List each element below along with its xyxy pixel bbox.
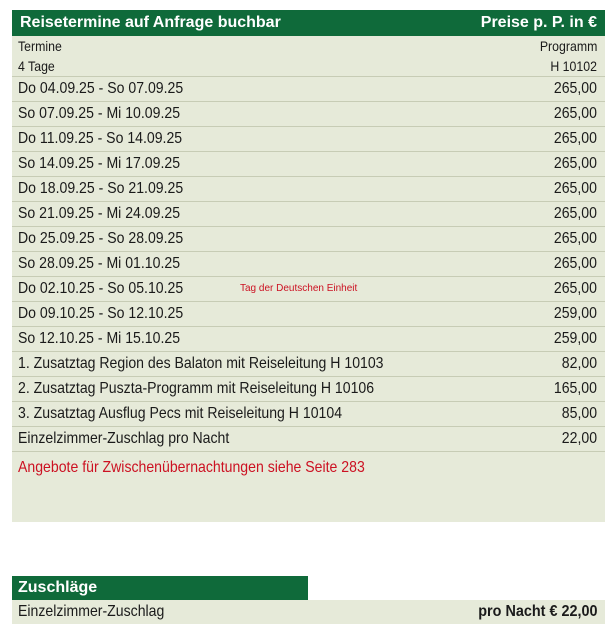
extra-row [12, 427, 605, 452]
extra-row [12, 402, 605, 427]
date-row [12, 152, 605, 177]
duration-row [12, 56, 605, 77]
extra-row [12, 377, 605, 402]
date-row [12, 77, 605, 102]
surcharge-label: Einzelzimmer-Zuschlag [18, 603, 165, 620]
date-row [12, 127, 605, 152]
date-row-price: 259,00 [553, 330, 597, 347]
date-row-label: Do 18.09.25 - So 21.09.25 [18, 180, 184, 197]
extra-row-price: 165,00 [553, 380, 597, 397]
offer-note-text: Angebote für Zwischenübernachtungen siehe Seite 283 [18, 459, 365, 476]
price-note: Preise p. P. in € [480, 14, 597, 31]
extra-row-label: 3. Zusatztag Ausflug Pecs mit Reiseleitung H 10104 [18, 405, 343, 422]
date-row-price: 265,00 [553, 205, 597, 222]
date-row-price: 259,00 [553, 305, 597, 322]
date-row-label: Do 02.10.25 - So 05.10.25 [18, 280, 184, 297]
date-row [12, 227, 605, 252]
date-row [12, 327, 605, 352]
date-row-price: 265,00 [553, 130, 597, 147]
travel-dates-table [12, 10, 605, 522]
date-rows [12, 77, 605, 352]
column-programm: Programm [539, 38, 597, 54]
date-row-label: So 12.10.25 - Mi 15.10.25 [18, 330, 181, 347]
offer-note [12, 452, 605, 484]
date-row-price: 265,00 [553, 230, 597, 247]
date-row-label: So 07.09.25 - Mi 10.09.25 [18, 105, 181, 122]
table-title: Reisetermine auf Anfrage buchbar [20, 14, 281, 31]
program-code: H 10102 [550, 58, 597, 74]
date-row-label: Do 09.10.25 - So 12.10.25 [18, 305, 184, 322]
date-row [12, 202, 605, 227]
extra-row [12, 352, 605, 377]
date-row-price: 265,00 [553, 180, 597, 197]
extra-row-price: 85,00 [561, 405, 597, 422]
duration-label: 4 Tage [18, 58, 55, 74]
date-row-label: Do 11.09.25 - So 14.09.25 [18, 130, 183, 147]
extra-row-label: Einzelzimmer-Zuschlag pro Nacht [18, 430, 230, 447]
column-header-row [12, 36, 605, 56]
date-row-label: Do 04.09.25 - So 07.09.25 [18, 80, 184, 97]
date-row-label: So 21.09.25 - Mi 24.09.25 [18, 205, 181, 222]
holiday-note: Tag der Deutschen Einheit [240, 283, 358, 294]
date-row [12, 302, 605, 327]
column-termine: Termine [18, 38, 62, 54]
surcharge-value: pro Nacht € 22,00 [477, 603, 597, 620]
surcharge-row [12, 600, 605, 624]
date-row-price: 265,00 [553, 155, 597, 172]
extra-rows [12, 352, 605, 452]
extra-row-label: 1. Zusatztag Region des Balaton mit Reiseleitung H 10103 [18, 355, 384, 372]
extra-row-label: 2. Zusatztag Puszta-Programm mit Reiseleitung H 10106 [18, 380, 375, 397]
date-row-label: So 14.09.25 - Mi 17.09.25 [18, 155, 181, 172]
date-row [12, 252, 605, 277]
date-row-price: 265,00 [553, 80, 597, 97]
extra-row-price: 22,00 [561, 430, 597, 447]
date-row-price: 265,00 [553, 255, 597, 272]
date-row-label: Do 25.09.25 - So 28.09.25 [18, 230, 184, 247]
date-row-price: 265,00 [553, 280, 597, 297]
date-row-label: So 28.09.25 - Mi 01.10.25 [18, 255, 181, 272]
table-header [12, 10, 605, 36]
surcharges-header: Zuschläge [12, 576, 308, 600]
extra-row-price: 82,00 [561, 355, 597, 372]
date-row [12, 177, 605, 202]
date-row [12, 102, 605, 127]
date-row-price: 265,00 [553, 105, 597, 122]
date-row [12, 277, 605, 302]
